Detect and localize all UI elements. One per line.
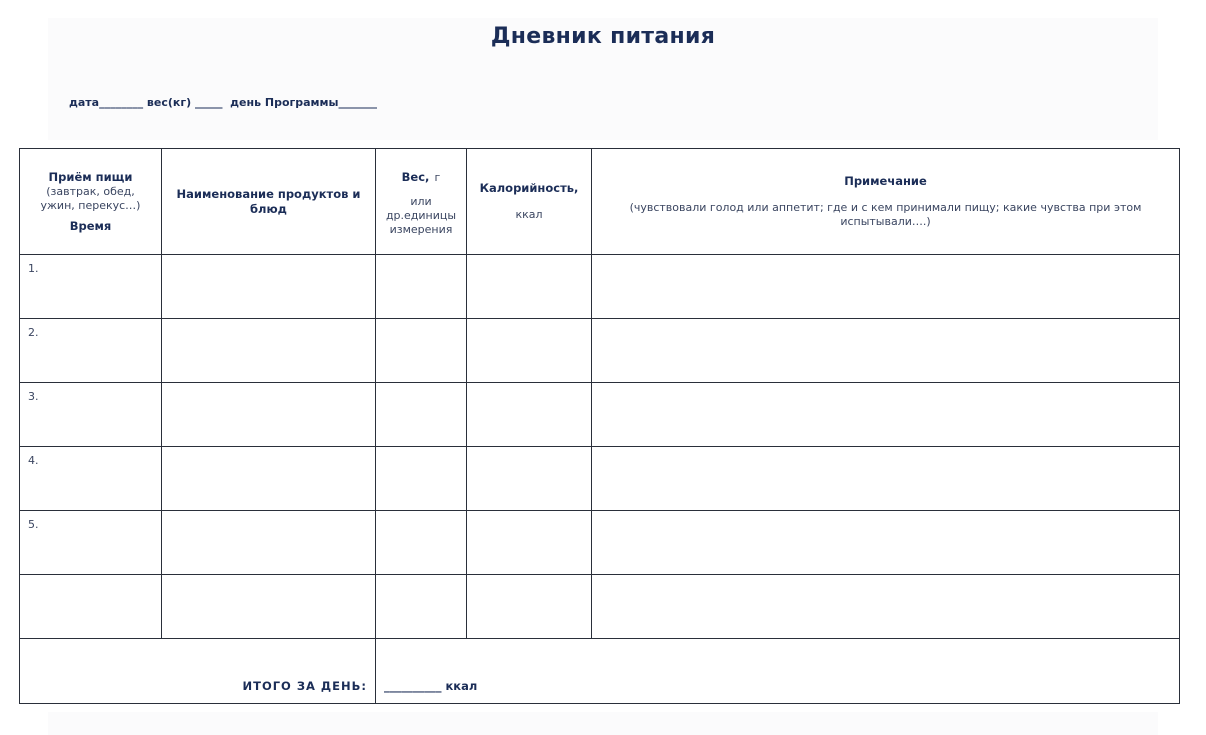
note-cell[interactable] xyxy=(592,255,1180,319)
note-cell[interactable] xyxy=(592,447,1180,511)
total-label: ИТОГО ЗА ДЕНЬ: xyxy=(20,639,376,704)
weight-cell[interactable] xyxy=(376,575,467,639)
weight-cell[interactable] xyxy=(376,319,467,383)
meal-cell[interactable] xyxy=(20,255,162,319)
header-meal-time: Время xyxy=(69,218,112,233)
header-calories xyxy=(467,149,592,255)
products-cell[interactable] xyxy=(162,255,376,319)
table-row xyxy=(20,511,1180,575)
table-row xyxy=(20,575,1180,639)
note-cell[interactable] xyxy=(592,575,1180,639)
table-row xyxy=(20,383,1180,447)
header-products-title: Наименование продуктов и блюд xyxy=(176,186,361,216)
products-cell[interactable] xyxy=(162,511,376,575)
header-meal xyxy=(20,149,162,255)
calories-cell[interactable] xyxy=(467,447,592,511)
header-calories-title: Калорийность, xyxy=(479,181,579,195)
header-weight-unit: г xyxy=(434,171,441,184)
note-cell[interactable] xyxy=(592,383,1180,447)
meal-cell[interactable] xyxy=(20,319,162,383)
footer-background xyxy=(48,712,1158,735)
row-number: 4. xyxy=(28,453,39,467)
meal-cell[interactable] xyxy=(20,575,162,639)
calories-cell[interactable] xyxy=(467,511,592,575)
weight-cell[interactable] xyxy=(376,511,467,575)
header-weight xyxy=(376,149,467,255)
table-row xyxy=(20,447,1180,511)
calories-cell[interactable] xyxy=(467,383,592,447)
row-number: 1. xyxy=(28,261,39,275)
weight-cell[interactable] xyxy=(376,383,467,447)
header-meal-subtitle: (завтрак, обед, ужин, перекус…) xyxy=(40,184,141,212)
products-cell[interactable] xyxy=(162,383,376,447)
row-number: 3. xyxy=(28,389,39,403)
row-number: 2. xyxy=(28,325,39,339)
header-meal-title: Приём пищи xyxy=(48,169,133,184)
meal-cell[interactable] xyxy=(20,447,162,511)
table-row xyxy=(20,255,1180,319)
header-note xyxy=(592,149,1180,255)
weight-cell[interactable] xyxy=(376,255,467,319)
products-cell[interactable] xyxy=(162,319,376,383)
total-row xyxy=(20,639,1180,704)
products-cell[interactable] xyxy=(162,575,376,639)
row-number: 5. xyxy=(28,517,39,531)
note-cell[interactable] xyxy=(592,319,1180,383)
header-calories-unit: ккал xyxy=(515,208,543,221)
header-note-title: Примечание xyxy=(844,174,927,188)
meal-cell[interactable] xyxy=(20,511,162,575)
products-cell[interactable] xyxy=(162,447,376,511)
food-diary-table xyxy=(19,148,1180,704)
meta-line: дата________ вес(кг) _____ день Программы_______ xyxy=(69,96,377,109)
calories-cell[interactable] xyxy=(467,319,592,383)
note-cell[interactable] xyxy=(592,511,1180,575)
calories-cell[interactable] xyxy=(467,575,592,639)
table-row xyxy=(20,319,1180,383)
header-weight-alt: или др.единицы измерения xyxy=(385,195,457,236)
weight-cell[interactable] xyxy=(376,447,467,511)
header-weight-title: Вес, xyxy=(401,170,430,184)
table-header-row xyxy=(20,149,1180,255)
header-products xyxy=(162,149,376,255)
meal-cell[interactable] xyxy=(20,383,162,447)
page-title: Дневник питания xyxy=(490,24,716,49)
header-note-subtitle: (чувствовали голод или аппетит; где и с кем принимали пищу; какие чувства при этом испытывали….) xyxy=(629,201,1142,228)
total-calories-field[interactable]: __________ ккал xyxy=(376,639,1180,704)
calories-cell[interactable] xyxy=(467,255,592,319)
